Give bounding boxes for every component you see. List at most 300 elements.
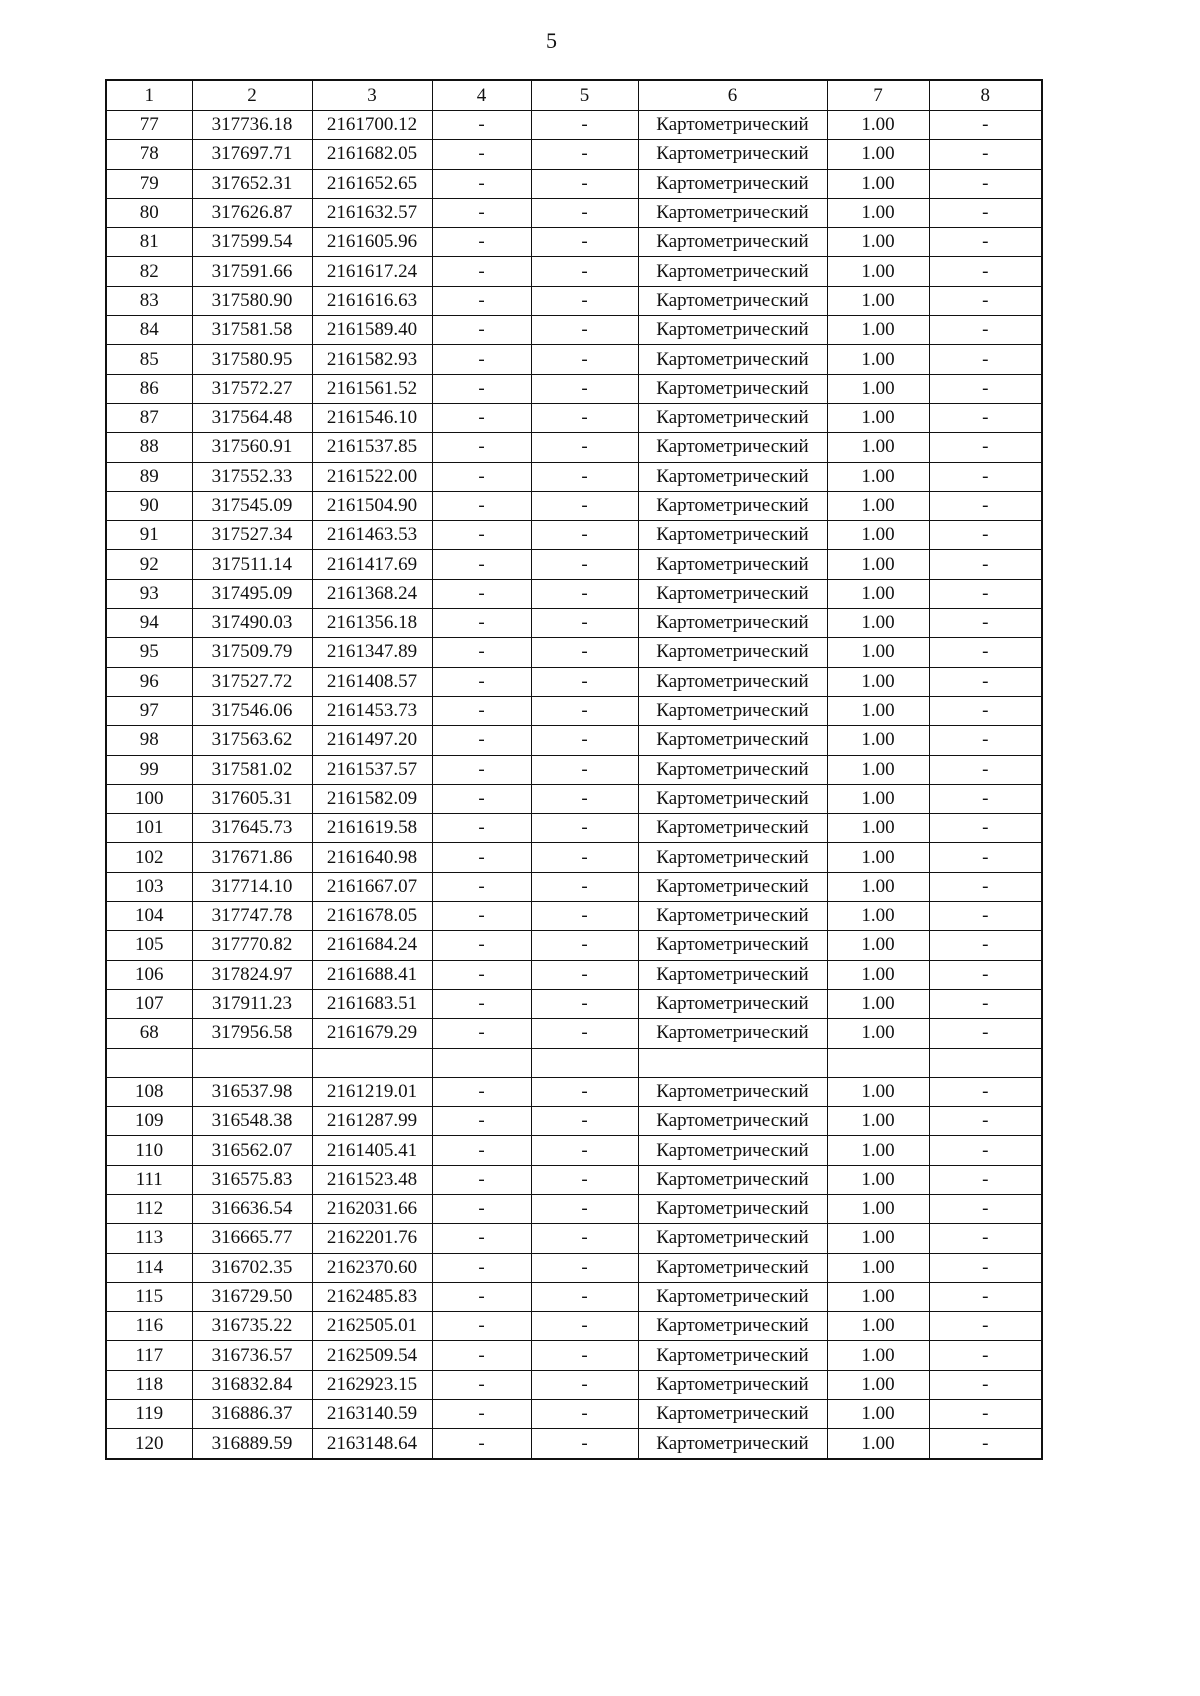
method-cell xyxy=(638,1048,827,1077)
col8-cell: - xyxy=(929,1165,1042,1194)
accuracy-cell: 1.00 xyxy=(827,403,929,432)
col8-cell: - xyxy=(929,579,1042,608)
col8-cell: - xyxy=(929,1341,1042,1370)
col4-cell: - xyxy=(432,960,531,989)
x-coordinate-cell: 316729.50 xyxy=(192,1282,312,1311)
method-cell: Картометрический xyxy=(638,931,827,960)
y-coordinate-cell: 2163148.64 xyxy=(312,1429,432,1459)
x-coordinate-cell: 317697.71 xyxy=(192,140,312,169)
x-coordinate-cell: 317490.03 xyxy=(192,609,312,638)
x-coordinate-cell: 316562.07 xyxy=(192,1136,312,1165)
col8-cell: - xyxy=(929,316,1042,345)
col5-cell: - xyxy=(531,140,638,169)
point-number-cell: 105 xyxy=(106,931,192,960)
col8-cell: - xyxy=(929,345,1042,374)
y-coordinate-cell: 2162485.83 xyxy=(312,1282,432,1311)
col8-cell: - xyxy=(929,1019,1042,1048)
col5-cell: - xyxy=(531,989,638,1018)
point-number-cell: 78 xyxy=(106,140,192,169)
x-coordinate-cell: 317714.10 xyxy=(192,872,312,901)
col5-cell xyxy=(531,1048,638,1077)
x-coordinate-cell: 317564.48 xyxy=(192,403,312,432)
x-coordinate-cell: 316636.54 xyxy=(192,1194,312,1223)
accuracy-cell: 1.00 xyxy=(827,491,929,520)
col4-cell: - xyxy=(432,345,531,374)
y-coordinate-cell: 2161589.40 xyxy=(312,316,432,345)
col5-cell: - xyxy=(531,1253,638,1282)
method-cell: Картометрический xyxy=(638,814,827,843)
method-cell: Картометрический xyxy=(638,1136,827,1165)
table-row xyxy=(106,550,1042,579)
method-cell: Картометрический xyxy=(638,960,827,989)
col8-cell: - xyxy=(929,1400,1042,1429)
point-number-cell: 93 xyxy=(106,579,192,608)
accuracy-cell: 1.00 xyxy=(827,1077,929,1106)
col5-cell: - xyxy=(531,696,638,725)
method-cell: Картометрический xyxy=(638,1282,827,1311)
y-coordinate-cell: 2161682.05 xyxy=(312,140,432,169)
point-number-cell: 115 xyxy=(106,1282,192,1311)
x-coordinate-cell: 317770.82 xyxy=(192,931,312,960)
x-coordinate-cell: 316548.38 xyxy=(192,1107,312,1136)
method-cell: Картометрический xyxy=(638,1312,827,1341)
point-number-cell: 80 xyxy=(106,198,192,227)
point-number-cell: 91 xyxy=(106,521,192,550)
point-number-cell: 98 xyxy=(106,726,192,755)
method-cell: Картометрический xyxy=(638,843,827,872)
table-row xyxy=(106,462,1042,491)
col4-cell: - xyxy=(432,198,531,227)
col5-cell: - xyxy=(531,1429,638,1459)
y-coordinate-cell: 2161561.52 xyxy=(312,374,432,403)
accuracy-cell: 1.00 xyxy=(827,814,929,843)
column-header-1: 1 xyxy=(106,80,192,111)
col4-cell: - xyxy=(432,316,531,345)
table-row xyxy=(106,667,1042,696)
accuracy-cell: 1.00 xyxy=(827,521,929,550)
method-cell: Картометрический xyxy=(638,1341,827,1370)
col8-cell: - xyxy=(929,1282,1042,1311)
table-row xyxy=(106,931,1042,960)
col4-cell: - xyxy=(432,403,531,432)
x-coordinate-cell: 317552.33 xyxy=(192,462,312,491)
col5-cell: - xyxy=(531,228,638,257)
point-number-cell: 86 xyxy=(106,374,192,403)
y-coordinate-cell: 2162923.15 xyxy=(312,1370,432,1399)
table-row xyxy=(106,989,1042,1018)
col5-cell: - xyxy=(531,198,638,227)
table-row xyxy=(106,403,1042,432)
table-row xyxy=(106,755,1042,784)
point-number-cell: 100 xyxy=(106,784,192,813)
table-body xyxy=(106,111,1042,1459)
y-coordinate-cell: 2161640.98 xyxy=(312,843,432,872)
table-row xyxy=(106,1107,1042,1136)
accuracy-cell: 1.00 xyxy=(827,843,929,872)
point-number-cell: 81 xyxy=(106,228,192,257)
x-coordinate-cell: 316665.77 xyxy=(192,1224,312,1253)
accuracy-cell: 1.00 xyxy=(827,1165,929,1194)
y-coordinate-cell: 2161537.85 xyxy=(312,433,432,462)
table-row xyxy=(106,579,1042,608)
table-row xyxy=(106,814,1042,843)
accuracy-cell: 1.00 xyxy=(827,257,929,286)
x-coordinate-cell: 317580.95 xyxy=(192,345,312,374)
col5-cell: - xyxy=(531,491,638,520)
table-row xyxy=(106,198,1042,227)
col5-cell: - xyxy=(531,755,638,784)
point-number-cell: 112 xyxy=(106,1194,192,1223)
method-cell: Картометрический xyxy=(638,579,827,608)
y-coordinate-cell: 2161219.01 xyxy=(312,1077,432,1106)
accuracy-cell: 1.00 xyxy=(827,1282,929,1311)
column-header-8: 8 xyxy=(929,80,1042,111)
accuracy-cell: 1.00 xyxy=(827,1370,929,1399)
col4-cell: - xyxy=(432,872,531,901)
col4-cell: - xyxy=(432,1400,531,1429)
table-row xyxy=(106,1400,1042,1429)
table-row xyxy=(106,902,1042,931)
point-number-cell: 88 xyxy=(106,433,192,462)
col4-cell: - xyxy=(432,374,531,403)
accuracy-cell: 1.00 xyxy=(827,228,929,257)
x-coordinate-cell xyxy=(192,1048,312,1077)
accuracy-cell: 1.00 xyxy=(827,696,929,725)
table-row xyxy=(106,960,1042,989)
table-row xyxy=(106,696,1042,725)
col5-cell: - xyxy=(531,609,638,638)
page-number: 5 xyxy=(546,28,557,53)
table-row xyxy=(106,228,1042,257)
col4-cell: - xyxy=(432,931,531,960)
x-coordinate-cell: 317563.62 xyxy=(192,726,312,755)
col8-cell: - xyxy=(929,843,1042,872)
x-coordinate-cell: 316886.37 xyxy=(192,1400,312,1429)
x-coordinate-cell: 317527.72 xyxy=(192,667,312,696)
col8-cell: - xyxy=(929,433,1042,462)
col8-cell: - xyxy=(929,1136,1042,1165)
accuracy-cell: 1.00 xyxy=(827,902,929,931)
accuracy-cell: 1.00 xyxy=(827,1194,929,1223)
col5-cell: - xyxy=(531,462,638,491)
x-coordinate-cell: 317581.58 xyxy=(192,316,312,345)
point-number-cell xyxy=(106,1048,192,1077)
col4-cell: - xyxy=(432,1253,531,1282)
col5-cell: - xyxy=(531,1194,638,1223)
point-number-cell: 119 xyxy=(106,1400,192,1429)
col4-cell: - xyxy=(432,814,531,843)
accuracy-cell: 1.00 xyxy=(827,609,929,638)
method-cell: Картометрический xyxy=(638,345,827,374)
point-number-cell: 117 xyxy=(106,1341,192,1370)
method-cell: Картометрический xyxy=(638,784,827,813)
table-row xyxy=(106,609,1042,638)
table-row xyxy=(106,111,1042,140)
col5-cell: - xyxy=(531,579,638,608)
col5-cell: - xyxy=(531,403,638,432)
point-number-cell: 108 xyxy=(106,1077,192,1106)
x-coordinate-cell: 317911.23 xyxy=(192,989,312,1018)
col4-cell: - xyxy=(432,550,531,579)
y-coordinate-cell: 2162509.54 xyxy=(312,1341,432,1370)
table-row xyxy=(106,257,1042,286)
col5-cell: - xyxy=(531,1370,638,1399)
y-coordinate-cell: 2161617.24 xyxy=(312,257,432,286)
accuracy-cell: 1.00 xyxy=(827,345,929,374)
col8-cell: - xyxy=(929,755,1042,784)
point-number-cell: 89 xyxy=(106,462,192,491)
table-row xyxy=(106,1370,1042,1399)
table-row xyxy=(106,843,1042,872)
column-header-4: 4 xyxy=(432,80,531,111)
y-coordinate-cell: 2161582.09 xyxy=(312,784,432,813)
method-cell: Картометрический xyxy=(638,462,827,491)
col8-cell: - xyxy=(929,1194,1042,1223)
accuracy-cell: 1.00 xyxy=(827,374,929,403)
col4-cell xyxy=(432,1048,531,1077)
col5-cell: - xyxy=(531,726,638,755)
col4-cell: - xyxy=(432,1194,531,1223)
col5-cell: - xyxy=(531,872,638,901)
col4-cell: - xyxy=(432,667,531,696)
x-coordinate-cell: 316832.84 xyxy=(192,1370,312,1399)
method-cell: Картометрический xyxy=(638,111,827,140)
method-cell: Картометрический xyxy=(638,872,827,901)
point-number-cell: 84 xyxy=(106,316,192,345)
point-number-cell: 82 xyxy=(106,257,192,286)
y-coordinate-cell: 2161497.20 xyxy=(312,726,432,755)
point-number-cell: 97 xyxy=(106,696,192,725)
col5-cell: - xyxy=(531,316,638,345)
x-coordinate-cell: 317509.79 xyxy=(192,638,312,667)
col5-cell: - xyxy=(531,931,638,960)
y-coordinate-cell: 2161632.57 xyxy=(312,198,432,227)
method-cell: Картометрический xyxy=(638,491,827,520)
method-cell: Картометрический xyxy=(638,609,827,638)
accuracy-cell: 1.00 xyxy=(827,169,929,198)
col4-cell: - xyxy=(432,1136,531,1165)
col8-cell: - xyxy=(929,726,1042,755)
table-row xyxy=(106,1136,1042,1165)
method-cell: Картометрический xyxy=(638,316,827,345)
y-coordinate-cell: 2162370.60 xyxy=(312,1253,432,1282)
col5-cell: - xyxy=(531,550,638,579)
method-cell: Картометрический xyxy=(638,902,827,931)
col8-cell: - xyxy=(929,1370,1042,1399)
col8-cell xyxy=(929,1048,1042,1077)
accuracy-cell: 1.00 xyxy=(827,579,929,608)
col8-cell: - xyxy=(929,169,1042,198)
col4-cell: - xyxy=(432,1107,531,1136)
table-row xyxy=(106,638,1042,667)
col4-cell: - xyxy=(432,169,531,198)
x-coordinate-cell: 317495.09 xyxy=(192,579,312,608)
col8-cell: - xyxy=(929,140,1042,169)
method-cell: Картометрический xyxy=(638,726,827,755)
accuracy-cell: 1.00 xyxy=(827,1136,929,1165)
table-row xyxy=(106,345,1042,374)
table-row xyxy=(106,316,1042,345)
col5-cell: - xyxy=(531,1341,638,1370)
x-coordinate-cell: 317671.86 xyxy=(192,843,312,872)
point-number-cell: 114 xyxy=(106,1253,192,1282)
accuracy-cell xyxy=(827,1048,929,1077)
method-cell: Картометрический xyxy=(638,257,827,286)
col4-cell: - xyxy=(432,491,531,520)
x-coordinate-cell: 317824.97 xyxy=(192,960,312,989)
point-number-cell: 96 xyxy=(106,667,192,696)
point-number-cell: 109 xyxy=(106,1107,192,1136)
accuracy-cell: 1.00 xyxy=(827,1019,929,1048)
col8-cell: - xyxy=(929,1253,1042,1282)
table-row xyxy=(106,1077,1042,1106)
y-coordinate-cell: 2161537.57 xyxy=(312,755,432,784)
col8-cell: - xyxy=(929,638,1042,667)
accuracy-cell: 1.00 xyxy=(827,1253,929,1282)
column-header-6: 6 xyxy=(638,80,827,111)
method-cell: Картометрический xyxy=(638,521,827,550)
col5-cell: - xyxy=(531,638,638,667)
table-row xyxy=(106,1224,1042,1253)
col8-cell: - xyxy=(929,1312,1042,1341)
point-number-cell: 110 xyxy=(106,1136,192,1165)
x-coordinate-cell: 316702.35 xyxy=(192,1253,312,1282)
col4-cell: - xyxy=(432,228,531,257)
col8-cell: - xyxy=(929,521,1042,550)
accuracy-cell: 1.00 xyxy=(827,550,929,579)
table-row xyxy=(106,374,1042,403)
method-cell: Картометрический xyxy=(638,1077,827,1106)
accuracy-cell: 1.00 xyxy=(827,433,929,462)
x-coordinate-cell: 316575.83 xyxy=(192,1165,312,1194)
accuracy-cell: 1.00 xyxy=(827,784,929,813)
accuracy-cell: 1.00 xyxy=(827,1107,929,1136)
point-number-cell: 111 xyxy=(106,1165,192,1194)
method-cell: Картометрический xyxy=(638,1429,827,1459)
y-coordinate-cell: 2161523.48 xyxy=(312,1165,432,1194)
accuracy-cell: 1.00 xyxy=(827,462,929,491)
x-coordinate-cell: 317560.91 xyxy=(192,433,312,462)
table-row xyxy=(106,1019,1042,1048)
table-row xyxy=(106,140,1042,169)
method-cell: Картометрический xyxy=(638,286,827,315)
method-cell: Картометрический xyxy=(638,228,827,257)
y-coordinate-cell xyxy=(312,1048,432,1077)
y-coordinate-cell: 2161667.07 xyxy=(312,872,432,901)
accuracy-cell: 1.00 xyxy=(827,726,929,755)
col8-cell: - xyxy=(929,462,1042,491)
x-coordinate-cell: 317605.31 xyxy=(192,784,312,813)
col8-cell: - xyxy=(929,960,1042,989)
x-coordinate-cell: 316889.59 xyxy=(192,1429,312,1459)
x-coordinate-cell: 317580.90 xyxy=(192,286,312,315)
col8-cell: - xyxy=(929,491,1042,520)
accuracy-cell: 1.00 xyxy=(827,667,929,696)
col8-cell: - xyxy=(929,931,1042,960)
table-row xyxy=(106,169,1042,198)
col5-cell: - xyxy=(531,1165,638,1194)
col8-cell: - xyxy=(929,872,1042,901)
y-coordinate-cell: 2161546.10 xyxy=(312,403,432,432)
column-header-7: 7 xyxy=(827,80,929,111)
col8-cell: - xyxy=(929,989,1042,1018)
col4-cell: - xyxy=(432,433,531,462)
col4-cell: - xyxy=(432,257,531,286)
col8-cell: - xyxy=(929,784,1042,813)
table-row xyxy=(106,1282,1042,1311)
col4-cell: - xyxy=(432,1165,531,1194)
col5-cell: - xyxy=(531,1019,638,1048)
col5-cell: - xyxy=(531,111,638,140)
method-cell: Картометрический xyxy=(638,989,827,1018)
y-coordinate-cell: 2161347.89 xyxy=(312,638,432,667)
y-coordinate-cell: 2161405.41 xyxy=(312,1136,432,1165)
col4-cell: - xyxy=(432,1282,531,1311)
y-coordinate-cell: 2161619.58 xyxy=(312,814,432,843)
col8-cell: - xyxy=(929,1429,1042,1459)
table-row xyxy=(106,784,1042,813)
col4-cell: - xyxy=(432,1019,531,1048)
col4-cell: - xyxy=(432,755,531,784)
method-cell: Картометрический xyxy=(638,550,827,579)
accuracy-cell: 1.00 xyxy=(827,140,929,169)
col8-cell: - xyxy=(929,403,1042,432)
method-cell: Картометрический xyxy=(638,198,827,227)
table-row xyxy=(106,286,1042,315)
x-coordinate-cell: 317591.66 xyxy=(192,257,312,286)
x-coordinate-cell: 316736.57 xyxy=(192,1341,312,1370)
col8-cell: - xyxy=(929,198,1042,227)
method-cell: Картометрический xyxy=(638,374,827,403)
point-number-cell: 103 xyxy=(106,872,192,901)
col8-cell: - xyxy=(929,696,1042,725)
col4-cell: - xyxy=(432,638,531,667)
x-coordinate-cell: 317511.14 xyxy=(192,550,312,579)
x-coordinate-cell: 317747.78 xyxy=(192,902,312,931)
col5-cell: - xyxy=(531,1224,638,1253)
point-number-cell: 120 xyxy=(106,1429,192,1459)
x-coordinate-cell: 317626.87 xyxy=(192,198,312,227)
col4-cell: - xyxy=(432,1077,531,1106)
y-coordinate-cell: 2161684.24 xyxy=(312,931,432,960)
method-cell: Картометрический xyxy=(638,433,827,462)
y-coordinate-cell: 2162201.76 xyxy=(312,1224,432,1253)
method-cell: Картометрический xyxy=(638,696,827,725)
col4-cell: - xyxy=(432,1224,531,1253)
y-coordinate-cell: 2161700.12 xyxy=(312,111,432,140)
point-number-cell: 87 xyxy=(106,403,192,432)
point-number-cell: 102 xyxy=(106,843,192,872)
x-coordinate-cell: 317581.02 xyxy=(192,755,312,784)
table-row xyxy=(106,1341,1042,1370)
col5-cell: - xyxy=(531,374,638,403)
y-coordinate-cell: 2161683.51 xyxy=(312,989,432,1018)
col4-cell: - xyxy=(432,843,531,872)
y-coordinate-cell: 2162031.66 xyxy=(312,1194,432,1223)
col8-cell: - xyxy=(929,902,1042,931)
method-cell: Картометрический xyxy=(638,1165,827,1194)
x-coordinate-cell: 316735.22 xyxy=(192,1312,312,1341)
accuracy-cell: 1.00 xyxy=(827,960,929,989)
point-number-cell: 99 xyxy=(106,755,192,784)
point-number-cell: 79 xyxy=(106,169,192,198)
accuracy-cell: 1.00 xyxy=(827,1341,929,1370)
point-number-cell: 94 xyxy=(106,609,192,638)
x-coordinate-cell: 317572.27 xyxy=(192,374,312,403)
method-cell: Картометрический xyxy=(638,638,827,667)
col8-cell: - xyxy=(929,257,1042,286)
accuracy-cell: 1.00 xyxy=(827,931,929,960)
